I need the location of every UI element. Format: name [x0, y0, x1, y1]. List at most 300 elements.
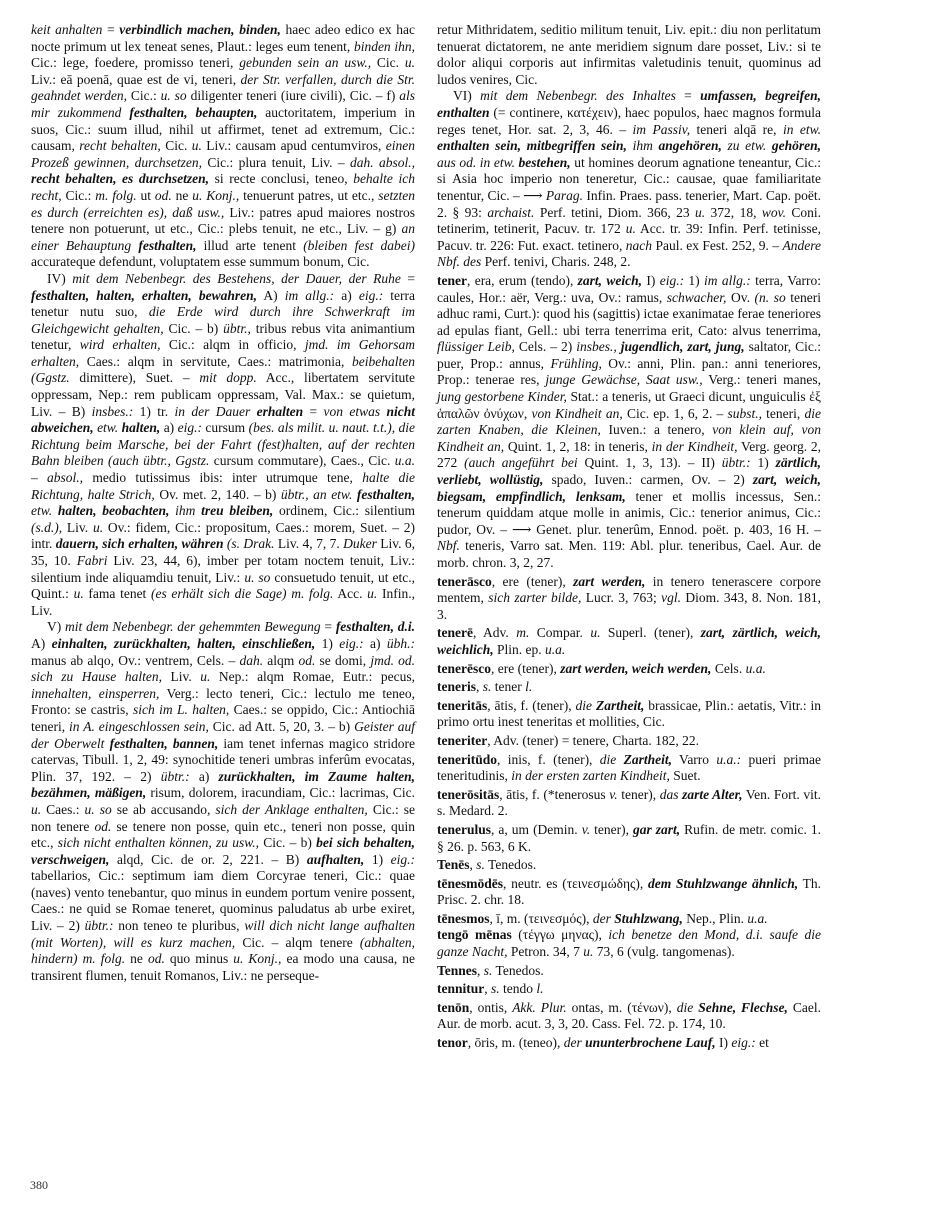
italic-run: u. — [31, 801, 42, 817]
headword: tennitur — [437, 981, 485, 997]
translation-bold: aufhalten, — [306, 851, 365, 867]
bold-italic-run — [648, 876, 671, 891]
italic-run: u.a. — [747, 910, 768, 926]
translation-bold: dem — [647, 875, 672, 891]
text-run: diligenter teneri (iure civili), Cic. – f) — [186, 88, 400, 104]
italic-run: (bleiben fest dabei) — [303, 237, 416, 253]
text-run: auctoritatem, imperium in suos, Cic.: suum illud, nihil ut affirmet, tenet ad extremum, Cic.: causam, — [31, 104, 415, 154]
dictionary-entry — [437, 911, 821, 928]
italic-run: Frühling, — [550, 355, 602, 371]
translation-bold: zart, weich, biegsam, empfindlich, lenksam, — [437, 472, 821, 504]
dictionary-entry — [437, 857, 821, 874]
text-run: Plin. ep. — [493, 641, 546, 657]
italic-run: als mir zukommend — [31, 88, 415, 120]
translation-bold: nicht abweichen, — [31, 403, 416, 436]
text-run: , Adv. (tener) = tenere, Charta. 182, 22. — [487, 732, 700, 748]
entry-paragraph — [31, 619, 415, 984]
text-run: tribus rebus vita animantium tenetur, — [31, 320, 415, 353]
italic-run: beibehalten (Ggstz. — [31, 353, 415, 386]
translation-bold: dauern, sich erhalten, währen — [55, 536, 224, 552]
text-run: tenuerunt patres, ut etc., — [239, 187, 379, 203]
bold-italic-run — [578, 273, 642, 288]
italic-run: eig.: — [358, 287, 384, 303]
italic-run: dah. absol., — [349, 154, 415, 170]
text-run: (= continere, κατέχειν), haec populos, haec magnos formula reges tenet, Hor. sat. 2, 3, 46. – — [437, 104, 821, 137]
text-run: Infin. Praes. pass. tenerier, Mart. Cap. poët. 2. § 93: — [437, 187, 821, 220]
headword: tengō mēnas — [437, 927, 512, 943]
headword: tenōn — [437, 999, 470, 1015]
text-run: se ab accusando, — [111, 801, 216, 817]
italic-run: übtr.: — [721, 455, 751, 471]
text-run: terra tenetur nutu suo, — [31, 287, 416, 320]
text-run: ne — [171, 187, 193, 203]
italic-run: das — [659, 786, 679, 802]
text-run: ea modo una causa, ne transirent flumen, tenuit Romanos, Liv.: ne perseque- — [31, 951, 416, 983]
italic-run: Akk. Plur. — [512, 999, 567, 1015]
left-column — [31, 22, 415, 984]
text-run: Liv. 23, 44, 6), imber per totam noctem tenuit, Liv.: silentium inde aliquamdiu tenuit, Liv.: — [31, 553, 416, 585]
text-run: Caes.: — [41, 801, 85, 817]
italic-run: ihm — [632, 138, 653, 154]
dictionary-entry — [437, 574, 821, 624]
translation-bold: ununterbrochene Lauf, — [585, 1035, 716, 1051]
text-run: , ōris, m. (teneo), — [467, 1035, 564, 1051]
italic-run: von klein auf, von Kindheit an, — [437, 422, 821, 454]
text-run: Cic. – alqm tenere — [235, 934, 360, 950]
text-run: cursum commutare), Caes., Cic. — [209, 453, 395, 469]
italic-run: innehalten, einsperren, — [31, 685, 160, 701]
bold-italic-run — [56, 536, 224, 551]
text-run: Acc., libertatem servitute oppressam, Nep.: rem publicam oppressam, Val. Max.: se quietum, Liv. – B) — [31, 370, 415, 419]
bold-italic-run — [698, 1000, 788, 1015]
text-run: Liv. — [62, 519, 93, 535]
text-run: , Adv. — [472, 625, 517, 641]
italic-run: u. — [590, 625, 601, 641]
italic-run: l. — [525, 679, 533, 695]
translation-bold: Sehne, Flechse, — [698, 999, 788, 1015]
text-run: Cic. – b) — [163, 320, 224, 336]
italic-run: eig.: — [339, 635, 364, 651]
italic-run: u. — [200, 669, 211, 685]
translation-bold: zart, zärtlich, weich, weichlich, — [437, 625, 822, 657]
text-run: Th. Prisc. 2. chr. 18. — [437, 875, 821, 908]
italic-run: im allg.: — [704, 272, 751, 288]
italic-run: in der Kindheit, — [651, 438, 738, 454]
italic-run: dah. — [239, 652, 264, 668]
text-run: Compar. — [529, 625, 591, 641]
translation-bold: zart werden, — [573, 573, 646, 589]
bold-italic-run — [357, 487, 415, 502]
text-run: Liv. 4, 7, 7. — [274, 536, 344, 552]
right-column — [437, 22, 821, 1052]
italic-run: schwacher, — [666, 289, 727, 305]
text-run: Suet. — [669, 768, 701, 784]
italic-run: jmd. im Gehorsam erhalten, — [31, 337, 415, 369]
italic-run: mit dopp. — [199, 370, 257, 386]
dictionary-entry — [437, 733, 821, 750]
bold-italic-run — [129, 105, 257, 120]
italic-run: u. — [73, 586, 84, 602]
bold-italic-run — [573, 574, 645, 589]
italic-run: (abhalten, hindern) — [31, 934, 416, 967]
italic-run: nach — [625, 237, 653, 253]
italic-run: in etw. — [782, 121, 822, 137]
italic-run: (auch angeführt bei — [464, 455, 578, 471]
dictionary-entry — [437, 876, 821, 909]
text-run: Cael. Aur. de morb. acut. 3, 3, 20. Cass. Fel. 72. p. 174, 10. — [437, 999, 821, 1032]
text-run: 1) — [364, 851, 391, 867]
text-run: Cic.: plura tenuit, Liv. – — [201, 154, 350, 170]
italic-run: von Kindheit an, — [531, 405, 623, 421]
headword: Tennes — [437, 962, 478, 978]
translation-bold: gar zart, — [632, 821, 681, 837]
italic-run: (es erhält sich die Sage) — [151, 586, 287, 602]
italic-run: übtr., an etw. — [280, 486, 353, 502]
italic-run: die — [599, 751, 617, 767]
text-run: , inis, f. (tener), — [497, 751, 600, 767]
text-run: Perf. tenivi, Charis. 248, 2. — [481, 254, 631, 270]
italic-run: die — [676, 999, 694, 1015]
text-run: ne — [125, 951, 148, 967]
dictionary-entry — [437, 1000, 821, 1033]
translation-bold: festhalten, — [138, 237, 197, 253]
translation-bold: Zartheit, — [623, 751, 672, 767]
italic-run: Andere Nbf. des — [437, 237, 821, 270]
text-run: teneris, Varro sat. Men. 119: Abl. plur. teneribus, Cael. Aur. de morb. chron. 3, 2, 27. — [437, 538, 821, 570]
translation-bold: zurückhalten, im Zaume halten, bezähmen, mäßigen, — [31, 768, 415, 801]
italic-run: wird erhalten, — [79, 337, 161, 353]
italic-run: insbes.: — [91, 403, 134, 419]
italic-run: Geister auf der Oberwelt — [31, 718, 416, 751]
text-run — [616, 752, 623, 767]
text-run: , — [469, 857, 477, 873]
italic-run: flüssiger Leib, — [437, 339, 515, 355]
text-run: Cic. – b) — [259, 835, 317, 851]
bold-italic-run — [437, 138, 627, 153]
text-run: , neutr. es (τεινεσμώδης), — [503, 875, 648, 891]
bold-italic-run — [257, 404, 304, 419]
headword: tenerōsitās — [437, 786, 500, 802]
text-run: in tenero tenerascere corpore mentem, — [437, 573, 822, 606]
text-run: IV) — [47, 270, 73, 286]
italic-run: u. so — [160, 88, 187, 104]
bold-italic-run — [307, 852, 364, 867]
translation-bold: gehören, — [771, 138, 822, 154]
italic-run: jung gestorbene Kinder, — [437, 389, 567, 405]
italic-run: u. so — [244, 569, 271, 585]
italic-run: setzten es durch (erreichten es), daß usw., — [31, 187, 415, 220]
text-run: , ontis, — [469, 999, 513, 1015]
text-run: ordinem, Cic.: silentium — [273, 503, 415, 519]
text-run: Verg.: teneri manes, — [702, 372, 821, 388]
italic-run: sich im L. halten, — [132, 702, 230, 718]
translation-bold: zarte Alter, — [682, 786, 743, 802]
translation-bold: halten, beobachten, — [57, 503, 170, 519]
text-run: Cic. ep. 1, 6, 2. – — [622, 405, 728, 421]
text-run: alqd, Cic. de or. 2, 221. – B) — [109, 851, 307, 867]
text-run: Liv.: causam apud centumviros, — [201, 138, 386, 154]
translation-bold: enthalten sein, mitbegriffen sein, — [437, 138, 627, 154]
italic-run: der — [563, 1035, 582, 1051]
italic-run: v. — [609, 786, 618, 802]
dictionary-entry — [437, 981, 821, 998]
text-run: Stat.: a teneris, ut Graeci dicunt, unguiculis ἐξ ἁπαλῶν ὀνύχων, — [437, 389, 821, 421]
text-run: accurateque defendunt, voluptatem esse summum bonum, Cic. — [31, 254, 370, 270]
text-run: Ov.: fidem, Cic.: propositum, Caes.: morem, Suet. – 2) intr. — [31, 519, 415, 552]
text-run: cursum — [201, 420, 249, 436]
italic-run: sich nicht enthalten können, zu usw., — [57, 835, 260, 851]
italic-run: junge Gewächse, Saat usw., — [545, 372, 703, 388]
text-run: Acc. — [333, 586, 368, 602]
text-run: Rufin. de metr. comic. 1. § 26. p. 563, 6 K. — [437, 821, 821, 854]
text-run: , ātis, f. (*tenerosus — [499, 786, 610, 802]
italic-run: recht behalten, — [79, 138, 161, 154]
italic-run: eig.: — [390, 851, 416, 867]
italic-run: aus od. in etw. — [437, 154, 515, 170]
entry-paragraph — [437, 88, 821, 271]
text-run: , ere (tener), — [491, 573, 574, 589]
text-run: se tenere non posse, quin etc., teneri non posse, quin etc., — [31, 818, 415, 851]
text-run: spado, Iuven.: carmen, Ov. – 2) — [543, 472, 753, 488]
headword: teneriter — [437, 732, 488, 748]
text-run: Lucr. 3, 763; — [581, 590, 662, 606]
bold-italic-run — [201, 503, 273, 518]
italic-run: s. — [476, 857, 485, 873]
translation-bold: bei sich behalten, verschweigen, — [31, 835, 415, 867]
translation-bold: zart, weich, — [577, 272, 643, 288]
text-run: 1) — [684, 272, 705, 288]
bold-italic-run — [624, 752, 672, 767]
text-run: Liv.: patres apud maiores nostros tenere non potuerunt, ut etc., Cic.: plebs tenuit, ne etc., Liv. – g) — [31, 204, 415, 237]
dictionary-entry — [437, 963, 821, 980]
italic-run: die zarten Knaben, die Kleinen, — [437, 405, 821, 438]
italic-run: jmd. od. sich zu Hause halten, — [31, 652, 416, 685]
translation-bold: zärtlich, verliebt, wollüstig, — [437, 455, 821, 488]
text-run: Ov. met. 2, 140. – b) — [154, 486, 281, 502]
text-run: teneri adhuc rami, Curt.): quod his (sagittis) ictae exanimatae ferae teneriores ad epulas fiant, Gell.: ubi terra tenerrima erit, Cato: alvus tenerrima, — [437, 289, 822, 338]
text-run: medio tutissimus ibis: inter utrumque tene, — [83, 470, 363, 486]
text-run: = — [303, 403, 324, 419]
italic-run: u. — [583, 944, 594, 960]
italic-run: u.a. — [545, 641, 566, 657]
italic-run: sich der Anklage enthalten, — [215, 801, 368, 817]
translation-bold: festhalten, behaupten, — [129, 104, 258, 120]
text-run: Ven. Fort. vit. s. Medard. 2. — [437, 786, 821, 819]
text-run: iam tenet infernas magico stridore catervas, Tibull. 1, 2, 49: synochitide teneri umbras inferûm evocatas, Plin. 37, 192. – 2) — [31, 735, 415, 784]
entry-paragraph — [31, 271, 415, 619]
text-run: 73, 6 (vulg. tangomenas). — [593, 944, 735, 960]
text-run: terra, Varro: caules, Hor.: aër, Verg.: uva, Ov.: ramus, — [437, 272, 822, 305]
text-run: = — [320, 619, 336, 635]
bold-italic-run — [772, 138, 821, 153]
italic-run: ich benetze den Mond, d.i. saufe die ganze Nacht, — [437, 927, 822, 960]
text-run: tener — [491, 679, 526, 695]
bold-italic-run — [676, 876, 798, 891]
italic-run: (s. Drak. — [226, 536, 275, 552]
italic-run: Fabri — [76, 553, 108, 568]
text-run: , — [484, 981, 491, 997]
text-run: A) — [31, 635, 52, 651]
text-run: Quint. 1, 2, 18: in teneris, — [504, 438, 652, 454]
text-run: ut homines deorum agnatione teneantur, Cic.: si Asia hoc imperio non teneretur, Cic.: causae, quae familiaritate tenentur, Cic. – ⟶ — [437, 154, 821, 203]
translation-bold: zart werden, weich werden, — [560, 660, 712, 676]
italic-run: etw. — [31, 503, 53, 519]
text-run: 1) — [315, 635, 340, 651]
headword: tenerēsco — [437, 660, 491, 676]
text-run: teneri alqā re, — [690, 121, 783, 137]
dictionary-entry — [437, 679, 821, 696]
italic-run: in der ersten zarten Kindheit, — [511, 768, 670, 784]
translation-bold: jugendlich, zart, jung, — [620, 339, 745, 355]
italic-run: u. — [191, 138, 202, 154]
bold-italic-run — [122, 420, 161, 435]
italic-run: u. — [404, 55, 415, 71]
italic-run: in der Dauer — [174, 403, 251, 419]
italic-run: u. — [367, 586, 378, 602]
text-run: Verg. georg. 2, 272 — [437, 438, 822, 471]
text-run: Acc. tr. 39: Infin. Perf. tetinisse, Pacuv. tr. 226: Fut. exact. tetinero, — [437, 221, 821, 253]
text-run: Infin., Liv. — [31, 586, 415, 618]
bold-italic-run — [336, 619, 415, 634]
bold-italic-run — [52, 636, 316, 651]
text-run: , — [477, 962, 484, 978]
italic-run: mit dem Nebenbegr. der gehemmten Bewegung — [65, 619, 321, 635]
italic-run: ihm — [175, 503, 196, 519]
text-run: Paul. ex Fest. 252, 9. – — [652, 237, 783, 253]
italic-run: sich zarter bilde, — [488, 590, 582, 606]
italic-run: od. — [154, 187, 172, 203]
bold-italic-run — [633, 822, 680, 837]
text-run: Cic. ad Att. 5, 20, 3. – b) — [208, 718, 355, 734]
text-run: Liv. — [161, 669, 201, 685]
text-run: ut — [136, 187, 155, 203]
italic-run: m. folg. — [82, 951, 126, 967]
translation-bold: Stuhlzwange ähnlich, — [675, 875, 799, 891]
text-run: se domi, — [315, 652, 371, 668]
text-run: 1) — [750, 455, 776, 471]
text-run: Cic.: — [127, 88, 161, 104]
text-run: Cels. – 2) — [514, 339, 577, 355]
italic-run: eig.: — [177, 420, 202, 436]
italic-run: absol., — [47, 470, 84, 486]
text-run: tener), — [590, 821, 633, 837]
text-run: alqm — [263, 652, 299, 668]
italic-run: übtr.: — [160, 768, 190, 784]
translation-bold: festhalten, bannen, — [109, 735, 219, 751]
text-run: a) — [334, 287, 359, 303]
italic-run: archaist. — [487, 204, 535, 220]
italic-run: Nbf. — [437, 538, 460, 554]
text-run: 1) tr. — [133, 403, 175, 419]
text-run: A) — [257, 287, 285, 303]
italic-run: vgl. — [661, 590, 681, 606]
dictionary-entry — [437, 1035, 821, 1052]
text-run: Quint. 1, 3, 13). – II) — [577, 455, 722, 471]
text-run: , — [475, 679, 483, 695]
text-run: V) — [47, 619, 66, 635]
headword: tener — [437, 272, 467, 288]
headword: tenerāsco — [437, 573, 492, 589]
text-run: a) — [363, 635, 387, 651]
bold-italic-run — [614, 911, 683, 926]
text-run: Caes.: se oppido, Cic.: Antiochiā teneri, — [31, 702, 415, 734]
text-run: consuetudo tenuit, ut etc., Quint.: — [31, 569, 415, 602]
italic-run: eig.: — [659, 272, 685, 288]
text-run: Superl. (tener), — [600, 625, 701, 641]
italic-run: im allg.: — [284, 287, 335, 303]
text-run: non teneo te pluribus, — [113, 918, 245, 934]
headword: teneritās — [437, 697, 488, 713]
headword: tenor — [437, 1035, 468, 1051]
italic-run: einen Prozeß gewinnen, durchsetzen, — [31, 138, 415, 170]
italic-run: mit dem Nebenbegr. des Bestehens, der Dauer, der Ruhe — [72, 270, 401, 286]
text-run: Cic.: — [61, 187, 96, 203]
bold-italic-run — [596, 698, 644, 713]
italic-run: (bes. als milit. u. naut. t.t.), — [248, 420, 396, 436]
italic-run: an einer Behauptung — [31, 221, 415, 253]
italic-run: u. Konj., — [233, 951, 282, 967]
dictionary-entry — [437, 661, 821, 678]
text-run: Ov.: anni, Plin. pan.: anni teneriores, Prop.: tenerae res, — [437, 355, 821, 388]
italic-run: keit anhalten — [31, 22, 103, 37]
text-run: I) — [642, 272, 660, 288]
headword: tēnesmōdēs — [437, 875, 503, 891]
text-run: quo minus — [164, 951, 234, 967]
text-run: Liv.: eā poenā, quae est de vi, teneri, — [31, 71, 241, 87]
italic-run: mit dem Nebenbegr. des Inhaltes — [480, 88, 676, 104]
text-run: Cic.: alqm in officio, — [160, 337, 305, 353]
dictionary-entry — [437, 273, 821, 572]
italic-run: od. — [147, 951, 165, 967]
bold-italic-run — [138, 238, 196, 253]
text-run: manus ab alqo, Ov.: ventrem, Cels. – — [31, 652, 240, 668]
headword: tenerē — [437, 625, 473, 641]
text-run: dimittere), Suet. – — [69, 370, 200, 386]
italic-run: will dich nicht lange aufhalten (mit Worten), will es kurz machen, — [31, 918, 415, 950]
text-run: et — [755, 1035, 769, 1051]
text-run: Ov. — [726, 289, 755, 305]
text-run: ontas, m. (τένων), — [566, 999, 677, 1015]
text-run: I) — [715, 1035, 732, 1051]
translation-bold: recht behalten, es durchsetzen, — [31, 171, 210, 187]
italic-run: wov. — [761, 204, 786, 220]
bold-italic-run — [110, 736, 219, 751]
italic-run: in A. eingeschlossen sein, — [69, 718, 209, 734]
italic-run: u. Konj., — [192, 187, 240, 203]
italic-run: binden ihn, — [353, 38, 415, 54]
text-run: Coni. tetinerim, tetinerit, Pacuv. tr. 172 — [437, 204, 821, 237]
text-run: 372, 18, — [705, 204, 762, 220]
text-run: Liv. 6, 35, 10. — [31, 536, 416, 568]
translation-bold: erhalten — [256, 403, 304, 419]
text-run: retur Mithridatem, seditio militum tenuit, Liv. epit.: diu non perlitatum tenuerat dictatorem, ne ante meridiem signum dare posset, Liv.: si te dolor aliqui corporis aut infirmitas valetudinis tenuit, quominus ad ludos venires, Cic. — [437, 22, 821, 87]
italic-run: übh.: — [386, 635, 415, 651]
text-run: Cic.: se non tenere — [31, 801, 415, 834]
text-run: Diom. 343, 8. Non. 181, 3. — [437, 590, 821, 622]
italic-run: s. — [482, 679, 492, 695]
text-run: , ī, m. (τεινεσμός), — [489, 910, 593, 926]
bold-italic-run — [682, 787, 742, 802]
text-run: Cic. — [371, 55, 405, 71]
text-run: illud arte tenent — [196, 237, 304, 253]
entry-paragraph — [31, 22, 415, 271]
text-run: si recte conclusi, teneo, — [209, 171, 354, 187]
text-run: Tenedos. — [484, 857, 537, 873]
italic-run: u.a. — [394, 453, 415, 469]
italic-run: u. — [625, 221, 636, 237]
translation-bold: halten, — [121, 420, 161, 436]
bold-italic-run — [519, 155, 571, 170]
